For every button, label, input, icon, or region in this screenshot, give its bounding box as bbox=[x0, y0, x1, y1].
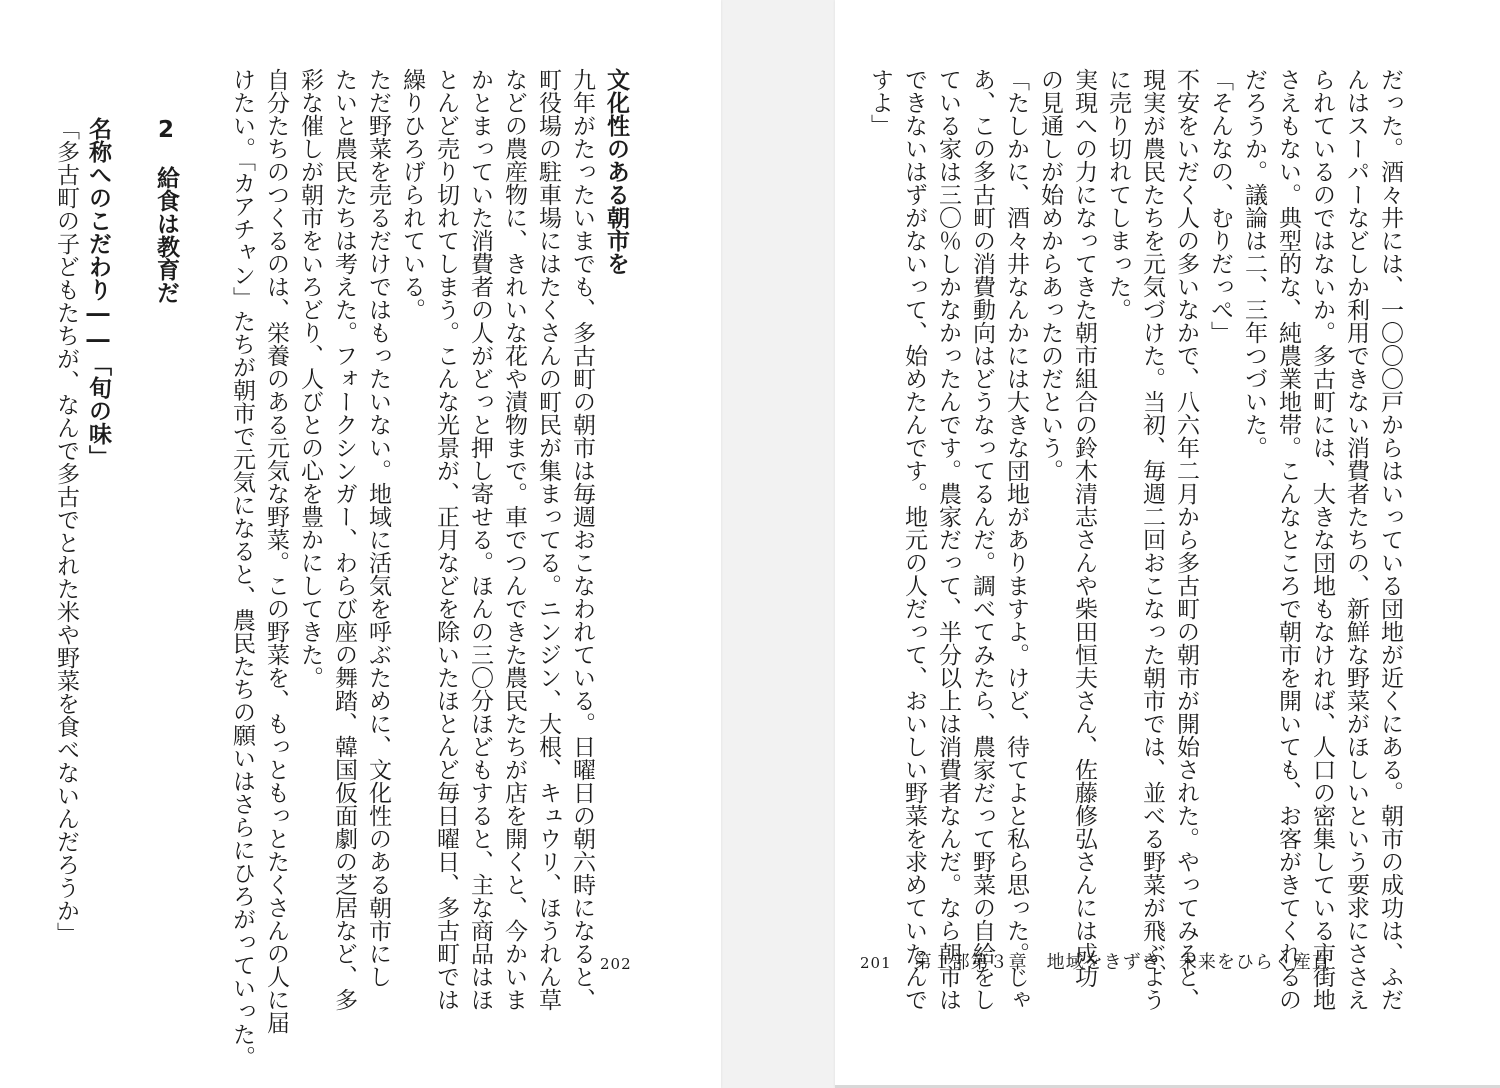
page-number: 201 bbox=[860, 954, 892, 972]
paragraph-line: 実現への力になってきた朝市組合の鈴木清志さんや柴田恒夫さん、佐藤修弘さんには成功 bbox=[1071, 68, 1097, 988]
section-heading: 文化性のある朝市を bbox=[603, 68, 629, 275]
paragraph-line: けたい。「カアチャン」たちが朝市で元気になると、農民たちの願いはさらにひろがっていった。 bbox=[229, 68, 255, 1069]
left-main-text bbox=[225, 68, 633, 1069]
paragraph-line: 「そんなの、むりだっぺ」 bbox=[1207, 68, 1233, 344]
paragraph-line: かとまっていた消費者の人がどっと押し寄せる。ほんの三〇分ほどもすると、主な商品はほ bbox=[467, 68, 493, 1011]
paragraph-line: たいと農民たちは考えた。フォークシンガー、わらび座の舞踏、韓国仮面劇の芝居など、多 bbox=[331, 68, 357, 1011]
paragraph-line: だった。酒々井には、一〇〇〇戸からはいっている団地が近くにある。朝市の成功は、ふだ bbox=[1377, 68, 1403, 1011]
paragraph-line: 現実が農民たちを元気づけた。当初、毎週二回おこなった朝市では、並べる野菜が飛ぶよう bbox=[1139, 68, 1165, 1011]
paragraph-line: 九年がたったいまでも、多古町の朝市は毎週おこなわれている。日曜日の朝六時になると、 bbox=[569, 68, 595, 1011]
right-main-text bbox=[863, 68, 1407, 1011]
paragraph-line: られているのではないか。多古町には、大きな団地もなければ、人口の密集している市街地 bbox=[1309, 68, 1335, 1011]
paragraph-line: だろうか。議論は二、三年つづいた。 bbox=[1241, 68, 1267, 459]
page-number: 202 bbox=[600, 955, 632, 973]
left-page bbox=[0, 0, 721, 1088]
section-title bbox=[149, 117, 183, 877]
paragraph-line: 繰りひろげられている。 bbox=[399, 68, 425, 321]
section-number: 2 bbox=[153, 117, 179, 143]
subheading: 名称へのこだわり――「旬の味」 bbox=[85, 117, 111, 468]
paragraph-line: の見通しが始めからあったのだという。 bbox=[1037, 68, 1063, 482]
right-page bbox=[835, 0, 1500, 1088]
quote-line: 「多古町の子どもたちが、なんで多古でとれた米や野菜を食べないんだろうか」 bbox=[53, 117, 79, 945]
paragraph-line: ただ野菜を売るだけではもったいない。地域に活気を呼ぶために、文化性のある朝市にし bbox=[365, 68, 391, 988]
paragraph-line: ている家は三〇％しかなかったんです。農家だって、半分以上は消費者なんだ。なら朝市は bbox=[935, 68, 961, 1011]
paragraph-line: できないはずがないって、始めたんです。地元の人だって、おいしい野菜を求めていたんで bbox=[901, 68, 927, 1011]
page-footer bbox=[860, 948, 1331, 974]
paragraph-line: 彩な催しが朝市をいろどり、人びとの心を豊かにしてきた。 bbox=[297, 68, 323, 689]
paragraph-line: んはスーパーなどしか利用できない消費者たちの、新鮮な野菜がほしいという要求にささえ bbox=[1343, 68, 1369, 1011]
paragraph-line: あ、この多古町の消費動向はどうなってるんだ。調べてみたら、農家だって野菜の自給をし bbox=[969, 68, 995, 1011]
paragraph-line: 「たしかに、酒々井なんかには大きな団地がありますよ。けど、待てよと私ら思った。じゃ bbox=[1003, 68, 1029, 1011]
section-title-block bbox=[81, 117, 183, 877]
paragraph-line: すよ」 bbox=[867, 68, 893, 137]
paragraph-line: とんど売り切れてしまう。こんな光景が、正月などを除いたほとんど毎日曜日、多古町では bbox=[433, 68, 459, 1011]
paragraph-line: 自分たちのつくるのは、栄養のある元気な野菜。この野菜を、もっともっとたくさんの人に届 bbox=[263, 68, 289, 1034]
paragraph-line: さえもない。典型的な、純農業地帯。こんなところで朝市を開いても、お客がきてくれるの bbox=[1275, 68, 1301, 1011]
paragraph-line: 不安をいだく人の多いなかで、八六年二月から多古町の朝市が開始された。やってみると、 bbox=[1173, 68, 1199, 1011]
paragraph-line: に売り切れてしまった。 bbox=[1105, 68, 1131, 321]
paragraph-line: 町役場の駐車場にはたくさんの町民が集まってる。ニンジン、大根、キュウリ、ほうれん草 bbox=[535, 68, 561, 1011]
section-title-text: 給食は教育だ bbox=[153, 166, 179, 304]
paragraph-line: などの農産物に、きれいな花や漬物まで。車でつんできた農民たちが店を開くと、今かいま bbox=[501, 68, 527, 1011]
running-head: 第１部第３章 地域をきずき、未来をひらく産直 bbox=[913, 952, 1331, 973]
